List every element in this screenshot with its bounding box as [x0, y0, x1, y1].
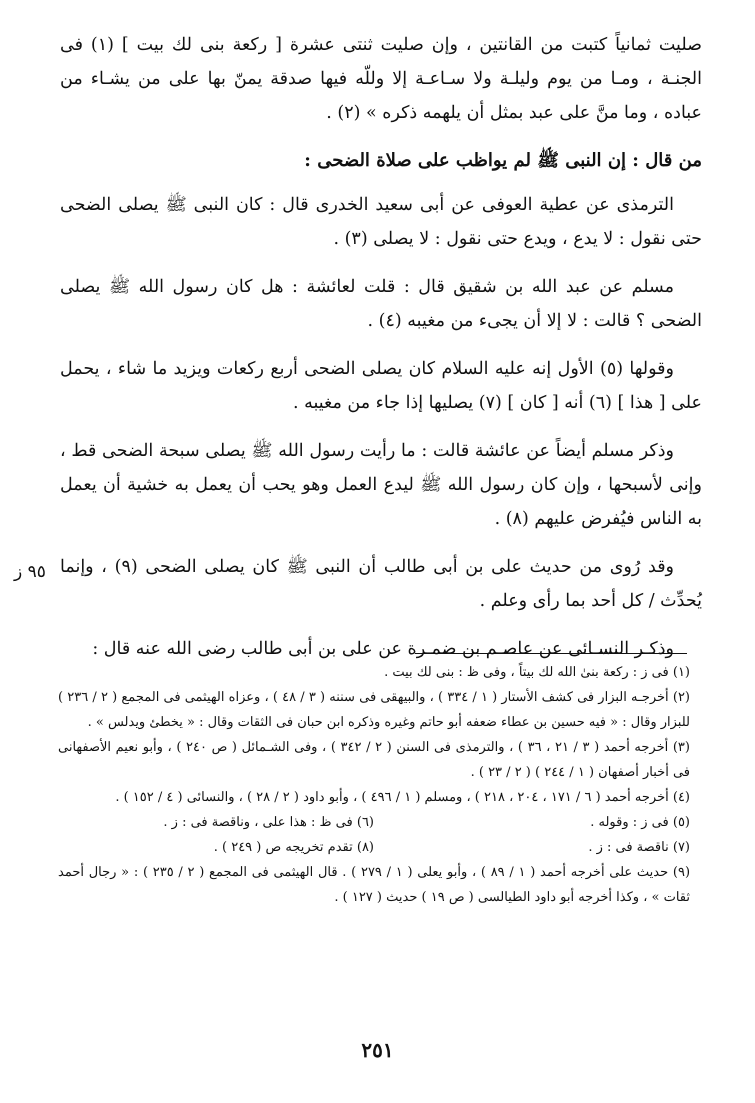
- footnotes: [58, 660, 690, 910]
- page-body: [60, 28, 702, 680]
- paragraph-6: وقد رُوى من حديث على بن أبى طالب أن النبى ﷺ كان يصلى الضحى (٩) ، وإنما يُحدِّث / كل أحد بما رأى وعلم .: [60, 557, 702, 611]
- paragraph-2: الترمذى عن عطية العوفى عن أبى سعيد الخدرى قال : كان النبى ﷺ يصلى الضحى حتى نقول : لا يدع ، ويدع حتى نقول : لا يصلى (٣) .: [60, 195, 702, 249]
- paragraph-1: صليت ثمانياً كتبت من القانتين ، وإن صليت ثنتى عشرة [ ركعة بنى لك بيت ] (١) فى الجنـة ، ومـا من يوم وليلـة ولا سـاعـة إلا وللّه فيها صدقة يمنّ بها على من يشـاء من عباده ، وما منَّ على عبد بمثل أن يلهمه ذكره » (٢) .: [60, 35, 702, 123]
- paragraph-7: وذكـر النسـائى عن عاصـم بن ضمـرة عن على بن أبى طالب رضى الله عنه قال :: [92, 639, 674, 659]
- footnote-5: (٥) فى ز : وقوله .: [590, 815, 690, 830]
- paragraph-4: وقولها (٥) الأول إنه عليه السلام كان يصلى الضحى أربع ركعات ويزيد ما شاء ، يحمل على [ هذا ] (٦) أنه [ كان ] (٧) يصليها إذا جاء من مغيبه .: [60, 359, 702, 413]
- footnote-9: (٩) حديث على أخرجه أحمد ( ١ / ٨٩ ) ، وأبو يعلى ( ١ / ٢٧٩ ) . قال الهيثمى فى المجمع ( ٢ / ٢٣٥ ) : « رجال أحمد ثقات » ، وكذا أخرجه أبو داود الطيالسى ( ص ١٩ ) حديث ( ١٢٧ ) .: [58, 865, 691, 905]
- footnote-7: (٧) ناقصة فى : ز .: [588, 840, 690, 855]
- footnote-row-7-8: [58, 835, 690, 860]
- main-text: [60, 28, 702, 666]
- footnote-divider: [415, 653, 687, 654]
- page-number: ٢٥١: [361, 1038, 394, 1062]
- paragraph-3: مسلم عن عبد الله بن شقيق قال : قلت لعائشة : هل كان رسول الله ﷺ يصلى الضحى ؟ قالت : لا إلا أن يجىء من مغيبه (٤) .: [60, 277, 702, 331]
- footnote-1: (١) فى ز : ركعة بنىٰ الله لك بيتاً ، وفى ظ : بنى لك بيت .: [384, 665, 690, 680]
- footnote-3: (٣) أخرجه أحمد ( ٣ / ٢١ ، ٣٦ ) ، والترمذى فى السنن ( ٢ / ٣٤٢ ) ، وفى الشـمائل ( ص ٢٤٠ ) ، وأبو نعيم الأصفهانى فى أخبار أصفهان ( ١ / ٢٤٤ ) ( ٢ / ٢٣ ) .: [58, 740, 690, 780]
- footnote-2: (٢) أخرجـه البزار فى كشف الأستار ( ١ / ٣٣٤ ) ، والبيهقى فى سننه ( ٣ / ٤٨ ) ، وعزاه الهيثمى فى المجمع ( ٢ / ٢٣٦ ) للبزار وقال : « فيه حسين بن عطاء ضعفه أبو حاتم وغيره وذكره ابن حبان فى الثقات وقال : « يخطئ ويدلس » .: [58, 690, 690, 730]
- footnote-row-5-6: [58, 810, 690, 835]
- section-heading: من قال : إن النبى ﷺ لم يواظب على صلاة الضحى :: [304, 150, 702, 171]
- footnote-8: (٨) تقدم تخريجه ص ( ٢٤٩ ) .: [213, 840, 374, 855]
- footnote-4: (٤) أخرجه أحمد ( ٦ / ١٧١ ، ٢٠٤ ، ٢١٨ ) ، ومسلم ( ١ / ٤٩٦ ) ، وأبو داود ( ٢ / ٢٨ ) ، والنسائى ( ٤ / ١٥٢ ) .: [115, 790, 690, 805]
- manuscript-margin-note: ٩٥ ز: [14, 562, 46, 582]
- paragraph-5: وذكر مسلم أيضاً عن عائشة قالت : ما رأيت رسول الله ﷺ يصلى سبحة الضحى قط ، وإنى لأسبحها ، وإن كان رسول الله ﷺ ليدع العمل وهو يحب أن يعمل به خشية أن يعمل به الناس فيُفرض عليهم (٨) .: [60, 441, 702, 529]
- footnote-6: (٦) فى ظ : هذا على ، وناقصة فى : ز .: [163, 815, 374, 830]
